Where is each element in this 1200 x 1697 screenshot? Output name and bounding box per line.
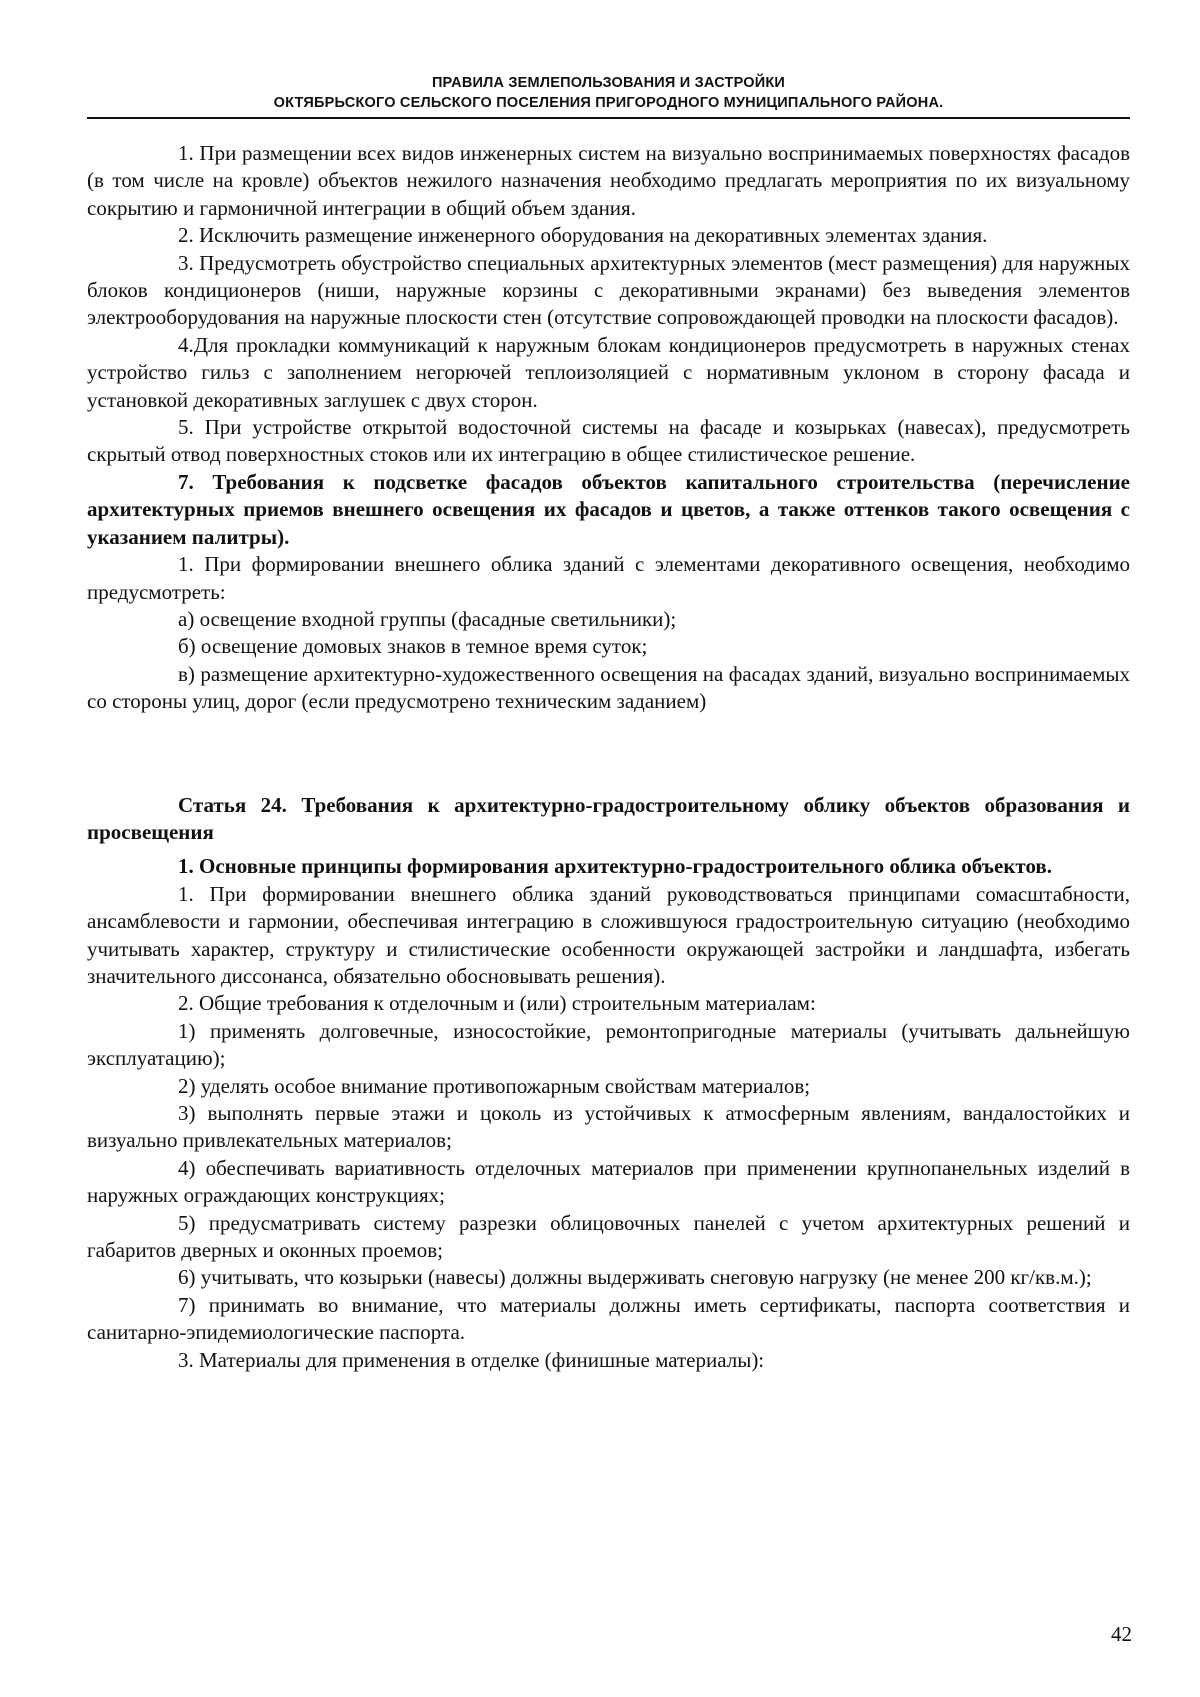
paragraph: 1. При формировании внешнего облика зданий с элементами декоративного освещения, необходимо предусмотреть: xyxy=(87,552,1130,604)
list-item: 6) учитывать, что козырьки (навесы) должны выдерживать снеговую нагрузку (не менее 200 кг/кв.м.); xyxy=(178,1265,1092,1290)
paragraph: 1. При формировании внешнего облика зданий руководствоваться принципами сомасштабности, ансамблевости и гармонии, обеспечивая интеграцию в сложившуюся градостроительную ситуацию (необходимо учитывать характер, структуру и стилистические особенности окружающей застройки и ландшафта, избегать значительного диссонанса, обязательно обосновывать решения). xyxy=(87,881,1130,988)
spacer xyxy=(87,716,1130,792)
list-item: 7) принимать во внимание, что материалы должны иметь сертификаты, паспорта соответствия и санитарно-эпидемиологические паспорта. xyxy=(87,1292,1130,1345)
paragraph: 5. При устройстве открытой водосточной системы на фасаде и козырьках (навесах), предусмотреть скрытый отвод поверхностных стоков или их интеграцию в общее стилистическое решение. xyxy=(87,415,1130,467)
paragraph: 2. Общие требования к отделочным и (или) строительным материалам: xyxy=(178,991,816,1016)
list-item: 5) предусматривать систему разрезки облицовочных панелей с учетом архитектурных решений и габаритов дверных и оконных проемов; xyxy=(87,1210,1130,1263)
list-item: б) освещение домовых знаков в темное время суток; xyxy=(178,634,648,659)
paragraph: 3. Предусмотреть обустройство специальных архитектурных элементов (мест размещения) для наружных блоков кондиционеров (ниши, наружные корзины с декоративными экранами) без выведения элементов электрооборудования на наружные плоскости стен (отсутствие сопровождающей проводки на плоскости фасадов). xyxy=(87,250,1130,330)
document-body xyxy=(87,140,1130,1374)
paragraph: 3. Материалы для применения в отделке (финишные материалы): xyxy=(178,1347,765,1372)
paragraph: 1. При размещении всех видов инженерных систем на визуально воспринимаемых поверхностях фасадов (в том числе на кровле) объектов нежилого назначения необходимо предлагать мероприятия по их визуальному сокрытию и гармоничной интеграции в общий объем здания. xyxy=(87,141,1130,220)
list-item: 1) применять долговечные, износостойкие, ремонтопригодные материалы (учитывать дальнейшую эксплуатацию); xyxy=(87,1018,1130,1071)
paragraph: 4.Для прокладки коммуникаций к наружным блокам кондиционеров предусмотреть в наружных стенах устройство гильз с заполнением негорючей теплоизоляцией с нормативным уклоном в сторону фасада и установкой декоративных заглушек с двух сторон. xyxy=(87,332,1130,412)
list-item: в) размещение архитектурно-художественного освещения на фасадах зданий, визуально воспринимаемых со стороны улиц, дорог (если предусмотрено техническим заданием) xyxy=(87,661,1130,714)
list-item: а) освещение входной группы (фасадные светильники); xyxy=(178,606,677,631)
list-item: 4) обеспечивать вариативность отделочных материалов при применении крупнопанельных изделий в наружных ограждающих конструкциях; xyxy=(87,1155,1130,1208)
section-heading: 7. Требования к подсветке фасадов объектов капитального строительства (перечисление архитектурных приемов внешнего освещения их фасадов и цветов, а также оттенков такого освещения с указанием палитры). xyxy=(87,469,1130,549)
list-item: 3) выполнять первые этажи и цоколь из устойчивых к атмосферным явлениям, вандалостойких и визуально привлекательных материалов; xyxy=(87,1101,1130,1153)
paragraph: 2. Исключить размещение инженерного оборудования на декоративных элементах здания. xyxy=(178,223,988,248)
header-line-2: ОКТЯБРЬСКОГО СЕЛЬСКОГО ПОСЕЛЕНИЯ ПРИГОРОДНОГО МУНИЦИПАЛЬНОГО РАЙОНА. xyxy=(273,95,944,111)
section-heading: 1. Основные принципы формирования архитектурно-градостроительного облика объектов. xyxy=(178,854,1053,879)
header-line-1: ПРАВИЛА ЗЕМЛЕПОЛЬЗОВАНИЯ И ЗАСТРОЙКИ xyxy=(431,75,786,91)
article-title: Статья 24. Требования к архитектурно-градостроительному облику объектов образования и просвещения xyxy=(87,792,1130,844)
header-divider xyxy=(87,117,1130,119)
running-header xyxy=(87,73,1130,113)
page-number: 42 xyxy=(1111,1622,1132,1646)
list-item: 2) уделять особое внимание противопожарным свойствам материалов; xyxy=(178,1073,811,1098)
